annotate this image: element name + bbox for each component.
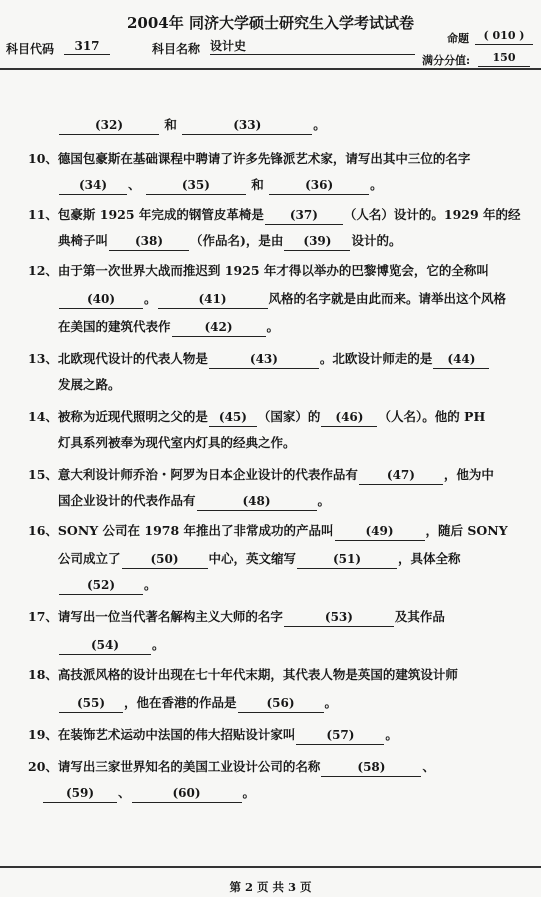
blank-54[interactable]: (54) [59,636,151,655]
subject-code-value: 317 [64,38,110,55]
subject-code-label: 科目代码 [6,42,55,56]
blank-39[interactable]: (39) [284,232,350,251]
blank-51[interactable]: (51) [297,550,397,569]
question-12-line2: (40) 。 (41) 风格的名字就是由此而来。请举出这个风格 [58,290,506,309]
question-15: 15、意大利设计师乔治・阿罗为日本企业设计的代表作品有 (47) ，他为中 [28,466,494,485]
question-12: 12、由于第一次世界大战而推迟到 1925 年才得以举办的巴黎博览会，它的全称叫 [28,263,489,278]
question-14-line2: 灯具系列被奉为现代室内灯具的经典之作。 [58,435,296,450]
blank-40[interactable]: (40) [59,290,143,309]
blank-36[interactable]: (36) [269,176,369,195]
question-11-line2: 典椅子叫 (38) （作品名)，是由 (39) 设计的。 [58,232,401,251]
blank-34[interactable]: (34) [59,176,127,195]
question-13-line2: 发展之路。 [58,377,121,392]
question-18: 18、高技派风格的设计出现在七十年代末期，其代表人物是英国的建筑设计师 [28,667,458,682]
question-10-blanks: (34) 、 (35) 和 (36) 。 [58,176,383,195]
subject-name-label: 科目名称 [152,42,201,56]
question-20: 20、请写出三家世界知名的美国工业设计公司的名称 (58) 、 [28,758,435,777]
blank-52[interactable]: (52) [59,576,143,595]
blank-57[interactable]: (57) [296,726,384,745]
question-13: 13、北欧现代设计的代表人物是 (43) 。北欧设计师走的是 (44) [28,350,490,369]
header-divider [0,68,541,70]
question-12-line3: 在美国的建筑代表作 (42) 。 [58,318,279,337]
blank-55[interactable]: (55) [59,694,123,713]
question-16-line2: 公司成立了 (50) 中心，英文缩写 (51) ，具体全称 [58,550,461,569]
page-number: 第 2 页 共 3 页 [229,880,312,894]
blank-32[interactable]: (32) [59,116,159,135]
mingti-value: ( 010 ) [475,28,533,45]
question-10: 10、德国包豪斯在基础课程中聘请了许多先锋派艺术家，请写出其中三位的名字 [28,151,471,166]
blank-50[interactable]: (50) [122,550,208,569]
exam-title: 2004年 同济大学硕士研究生入学考试试卷 [127,14,414,32]
blank-58[interactable]: (58) [321,758,421,777]
blank-46[interactable]: (46) [321,408,377,427]
question-11: 11、包豪斯 1925 年完成的钢管皮革椅是 (37) （人名）设计的。1929 年的经 [28,206,521,225]
blank-47[interactable]: (47) [359,466,443,485]
question-15-line2: 国企业设计的代表作品有 (48) 。 [58,492,330,511]
blank-56[interactable]: (56) [238,694,324,713]
score-value: 150 [478,50,530,67]
blank-43[interactable]: (43) [209,350,319,369]
blank-35[interactable]: (35) [146,176,246,195]
question-19: 19、在装饰艺术运动中法国的伟大招贴设计家叫 (57) 。 [28,726,398,745]
blank-44[interactable]: (44) [433,350,489,369]
blank-37[interactable]: (37) [265,206,343,225]
blank-38[interactable]: (38) [109,232,189,251]
question-20-line2: (59) 、 (60) 。 [42,784,255,803]
blank-48[interactable]: (48) [197,492,317,511]
question-17: 17、请写出一位当代著名解构主义大师的名字 (53) 及其作品 [28,608,445,627]
blank-60[interactable]: (60) [132,784,242,803]
question-14: 14、被称为近现代照明之父的是 (45) （国家）的 (46) （人名）。他的 PH [28,408,485,427]
blank-49[interactable]: (49) [335,522,425,541]
question-18-line2: (55) ，他在香港的作品是 (56) 。 [58,694,337,713]
question-16-line3: (52) 。 [58,576,157,595]
footer-divider [0,866,541,868]
question-17-line2: (54) 。 [58,636,165,655]
blank-33[interactable]: (33) [182,116,312,135]
blank-53[interactable]: (53) [284,608,394,627]
blank-41[interactable]: (41) [158,290,268,309]
mingti-label: 命题 [447,32,469,45]
blank-59[interactable]: (59) [43,784,117,803]
question-16: 16、SONY 公司在 1978 年推出了非常成功的产品叫 (49) ，随后 SONY [28,522,508,541]
blank-42[interactable]: (42) [172,318,266,337]
subject-name-value: 设计史 [210,38,415,55]
question-9-continuation: (32) 和 (33) 。 [58,116,326,135]
score-label: 满分分值: [422,54,471,67]
blank-45[interactable]: (45) [209,408,257,427]
